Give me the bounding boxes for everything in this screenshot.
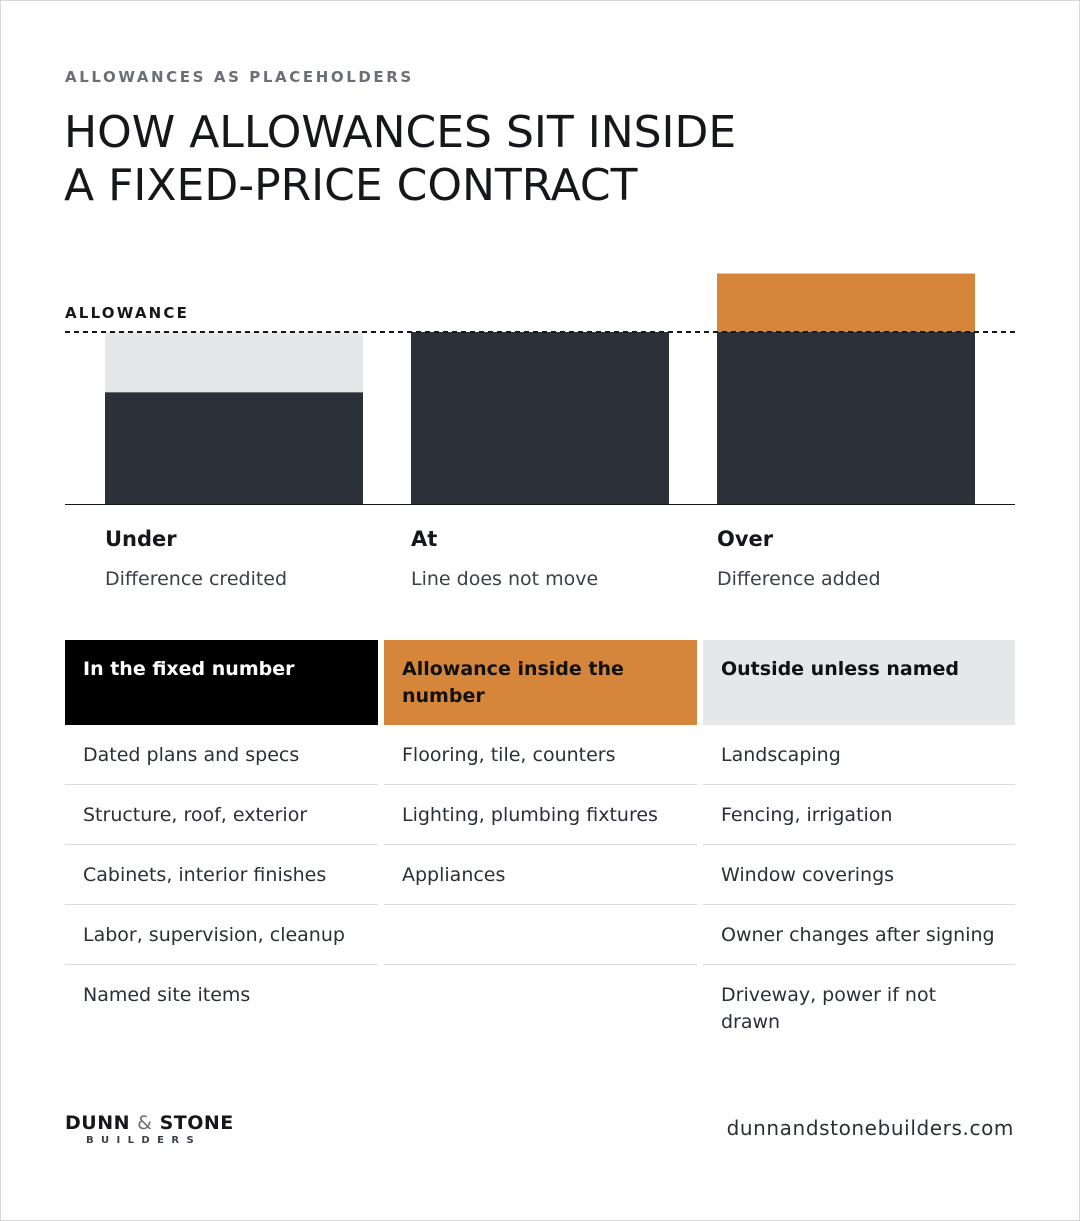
eyebrow-label: ALLOWANCES AS PLACEHOLDERS bbox=[65, 68, 414, 86]
list-item: Driveway, power if not drawn bbox=[721, 984, 937, 1033]
column-fixed-number bbox=[65, 640, 378, 1019]
list-item bbox=[384, 905, 697, 965]
list-item: Appliances bbox=[384, 845, 697, 905]
list-item: Named site items bbox=[83, 984, 251, 1006]
list-item: Dated plans and specs bbox=[65, 725, 378, 785]
bar-under-remaining bbox=[105, 332, 363, 392]
list-item: Owner changes after signing bbox=[703, 905, 1015, 965]
category-desc-at: Line does not move bbox=[411, 568, 599, 590]
list-item: Flooring, tile, counters bbox=[384, 725, 697, 785]
bar-at-base bbox=[411, 332, 669, 504]
column-header: Outside unless named bbox=[703, 640, 1015, 725]
list-item: Landscaping bbox=[703, 725, 1015, 785]
category-desc-over: Difference added bbox=[717, 568, 881, 590]
page-title bbox=[64, 106, 964, 212]
bar-under-base bbox=[105, 392, 363, 504]
category-desc-under: Difference credited bbox=[105, 568, 288, 590]
category-label-under: Under bbox=[105, 527, 177, 551]
allowance-line-label: ALLOWANCE bbox=[65, 304, 190, 322]
column-header: Allowance inside the number bbox=[384, 640, 697, 725]
company-logo bbox=[65, 1112, 234, 1146]
chart-svg bbox=[0, 260, 1080, 520]
column-outside bbox=[703, 640, 1015, 1046]
website-link[interactable]: dunnandstonebuilders.com bbox=[726, 1116, 1014, 1140]
list-item: Window coverings bbox=[703, 845, 1015, 905]
list-item: Fencing, irrigation bbox=[703, 785, 1015, 845]
list-item: Labor, supervision, cleanup bbox=[65, 905, 378, 965]
column-header: In the fixed number bbox=[65, 640, 378, 725]
logo-wordmark bbox=[65, 1112, 234, 1134]
logo-word-2: STONE bbox=[159, 1112, 234, 1134]
bar-over-overage bbox=[717, 274, 975, 332]
logo-subtitle: BUILDERS bbox=[86, 1135, 202, 1146]
list-item: Structure, roof, exterior bbox=[65, 785, 378, 845]
title-line-2: A FIXED-PRICE CONTRACT bbox=[64, 160, 638, 211]
title-line-1: HOW ALLOWANCES SIT INSIDE bbox=[64, 107, 737, 158]
allowance-chart bbox=[0, 260, 1080, 520]
category-label-over: Over bbox=[717, 527, 774, 551]
column-allowance bbox=[384, 640, 697, 965]
logo-ampersand: & bbox=[137, 1112, 153, 1134]
bar-over-base bbox=[717, 332, 975, 504]
list-item: Cabinets, interior finishes bbox=[65, 845, 378, 905]
category-label-at: At bbox=[411, 527, 438, 551]
list-item: Lighting, plumbing fixtures bbox=[384, 785, 697, 845]
logo-word-1: DUNN bbox=[65, 1112, 131, 1134]
